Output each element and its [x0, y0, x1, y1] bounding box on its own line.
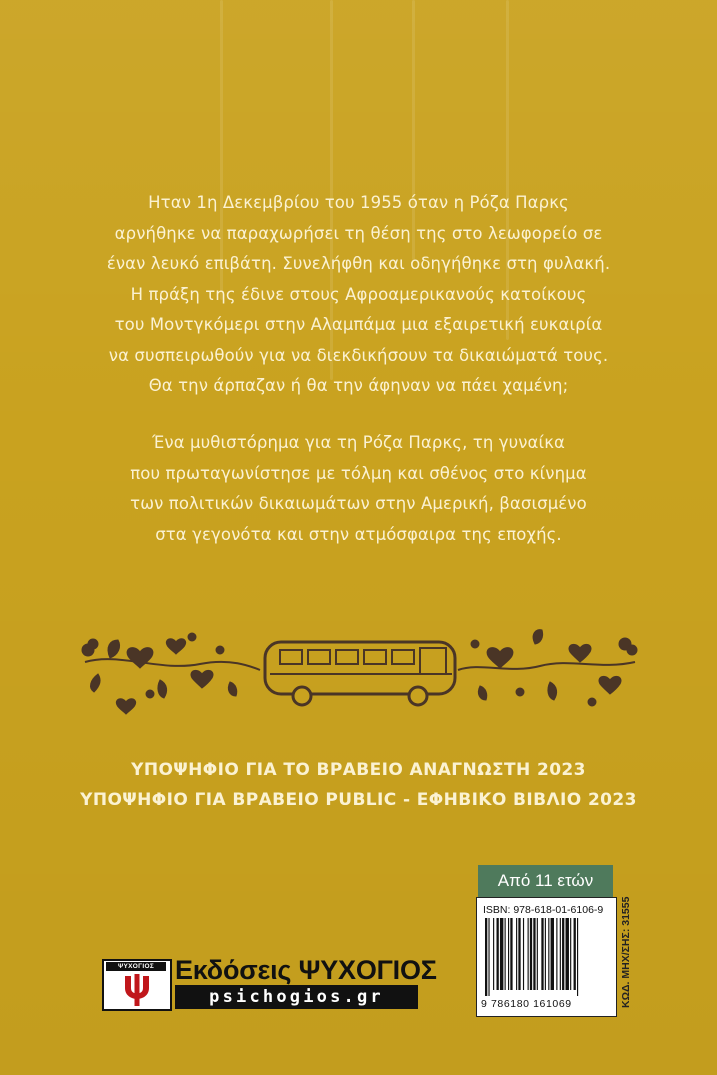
blurb-paragraph-2	[60, 428, 657, 550]
publisher-url[interactable]: psichogios.gr	[175, 985, 418, 1009]
blurb-line: αρνήθηκε να παραχωρήσει τη θέση της στο λεωφορείο σε	[114, 223, 603, 243]
award-nomination-1: ΥΠΟΨΗΦΙΟ ΓΙΑ ΤΟ ΒΡΑΒΕΙΟ ΑΝΑΓΝΩΣΤΗ 2023	[131, 760, 586, 780]
blurb-line: Θα την άρπαζαν ή θα την άφηναν να πάει χαμένη;	[148, 376, 569, 395]
blurb-line: Ηταν 1η Δεκεμβρίου του 1955 όταν η Ρόζα Παρκς	[148, 193, 569, 212]
blurb-line: Η πράξη της έδινε στους Αφροαμερικανούς κατοίκους	[130, 284, 587, 304]
isbn-label: ISBN: 978-618-01-6106-9	[483, 904, 604, 916]
barcode-number: 9 786180 161069	[481, 998, 572, 1010]
barcode-bars	[483, 918, 609, 996]
publisher-name: Εκδόσεις ΨΥΧΟΓΙΟΣ	[175, 955, 437, 985]
blurb-line: στα γεγονότα και στην ατμόσφαιρα της εποχής.	[155, 524, 562, 544]
blurb-line: Ένα μυθιστόρημα για τη Ρόζα Παρκς, τη γυναίκα	[151, 433, 566, 452]
publisher-logo	[102, 959, 172, 1011]
product-code: ΚΩΔ. ΜΗΧ/ΣΗΣ: 31555	[620, 896, 632, 1008]
blurb-line: που πρωταγωνίστησε με τόλμη και σθένος στο κίνημα	[130, 463, 587, 483]
award-nomination-2: ΥΠΟΨΗΦΙΟ ΓΙΑ ΒΡΑΒΕΙΟ PUBLIC - ΕΦΗΒΙΚΟ ΒΙΒΛΙΟ 2023	[80, 790, 637, 810]
publisher-logo-text: ΨΥΧΟΓΙΟΣ	[106, 962, 166, 971]
blurb-paragraph-1	[60, 188, 657, 402]
isbn-barcode	[476, 897, 617, 1017]
blurb-line: να συσπειρωθούν για να διεκδικήσουν τα δικαιώματά τους.	[108, 345, 609, 365]
psi-icon	[122, 972, 152, 1007]
blurb-line: έναν λευκό επιβάτη. Συνελήφθη και οδηγήθηκε στη φυλακή.	[106, 254, 611, 273]
age-badge: Από 11 ετών	[478, 865, 613, 897]
blurb-line: των πολιτικών δικαιωμάτων στην Αμερική, βασισμένο	[130, 494, 587, 513]
bus-with-flowers-icon	[80, 622, 640, 722]
blurb-line: του Μοντγκόμερι στην Αλαμπάμα μια εξαιρετική ευκαιρία	[114, 315, 603, 334]
